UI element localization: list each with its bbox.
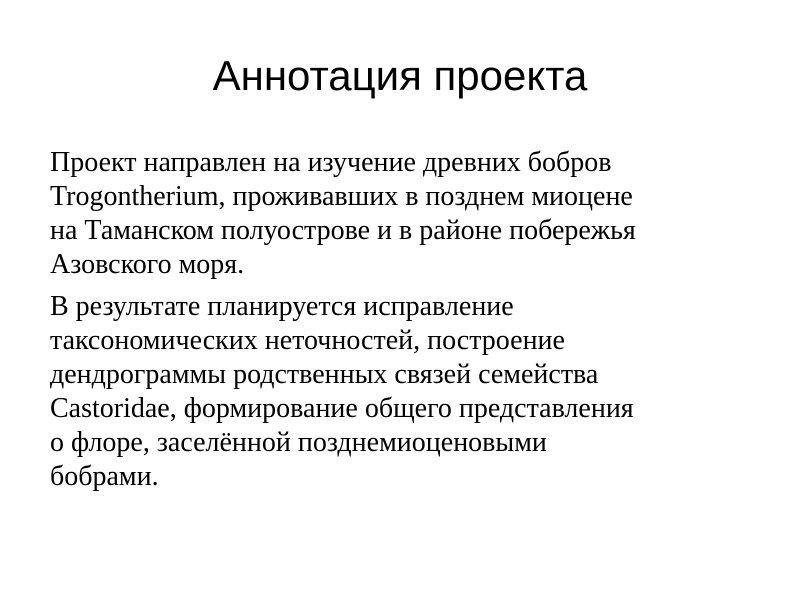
- slide-title: Аннотация проекта: [212, 52, 588, 99]
- slide-body: [50, 146, 765, 502]
- paragraph-expected-results: В результате планируется исправление таксономических неточностей, построение дендрограммы родственных связей семейства Castoridae, формирование общего представления о флоре, заселённой позднемиоценовыми бобрами.: [50, 291, 634, 492]
- paragraph-project-goal: Проект направлен на изучение древних бобров Trogontherium, проживавших в позднем миоцене на Таманском полуострове и в районе побережья Азовского моря.: [50, 147, 636, 280]
